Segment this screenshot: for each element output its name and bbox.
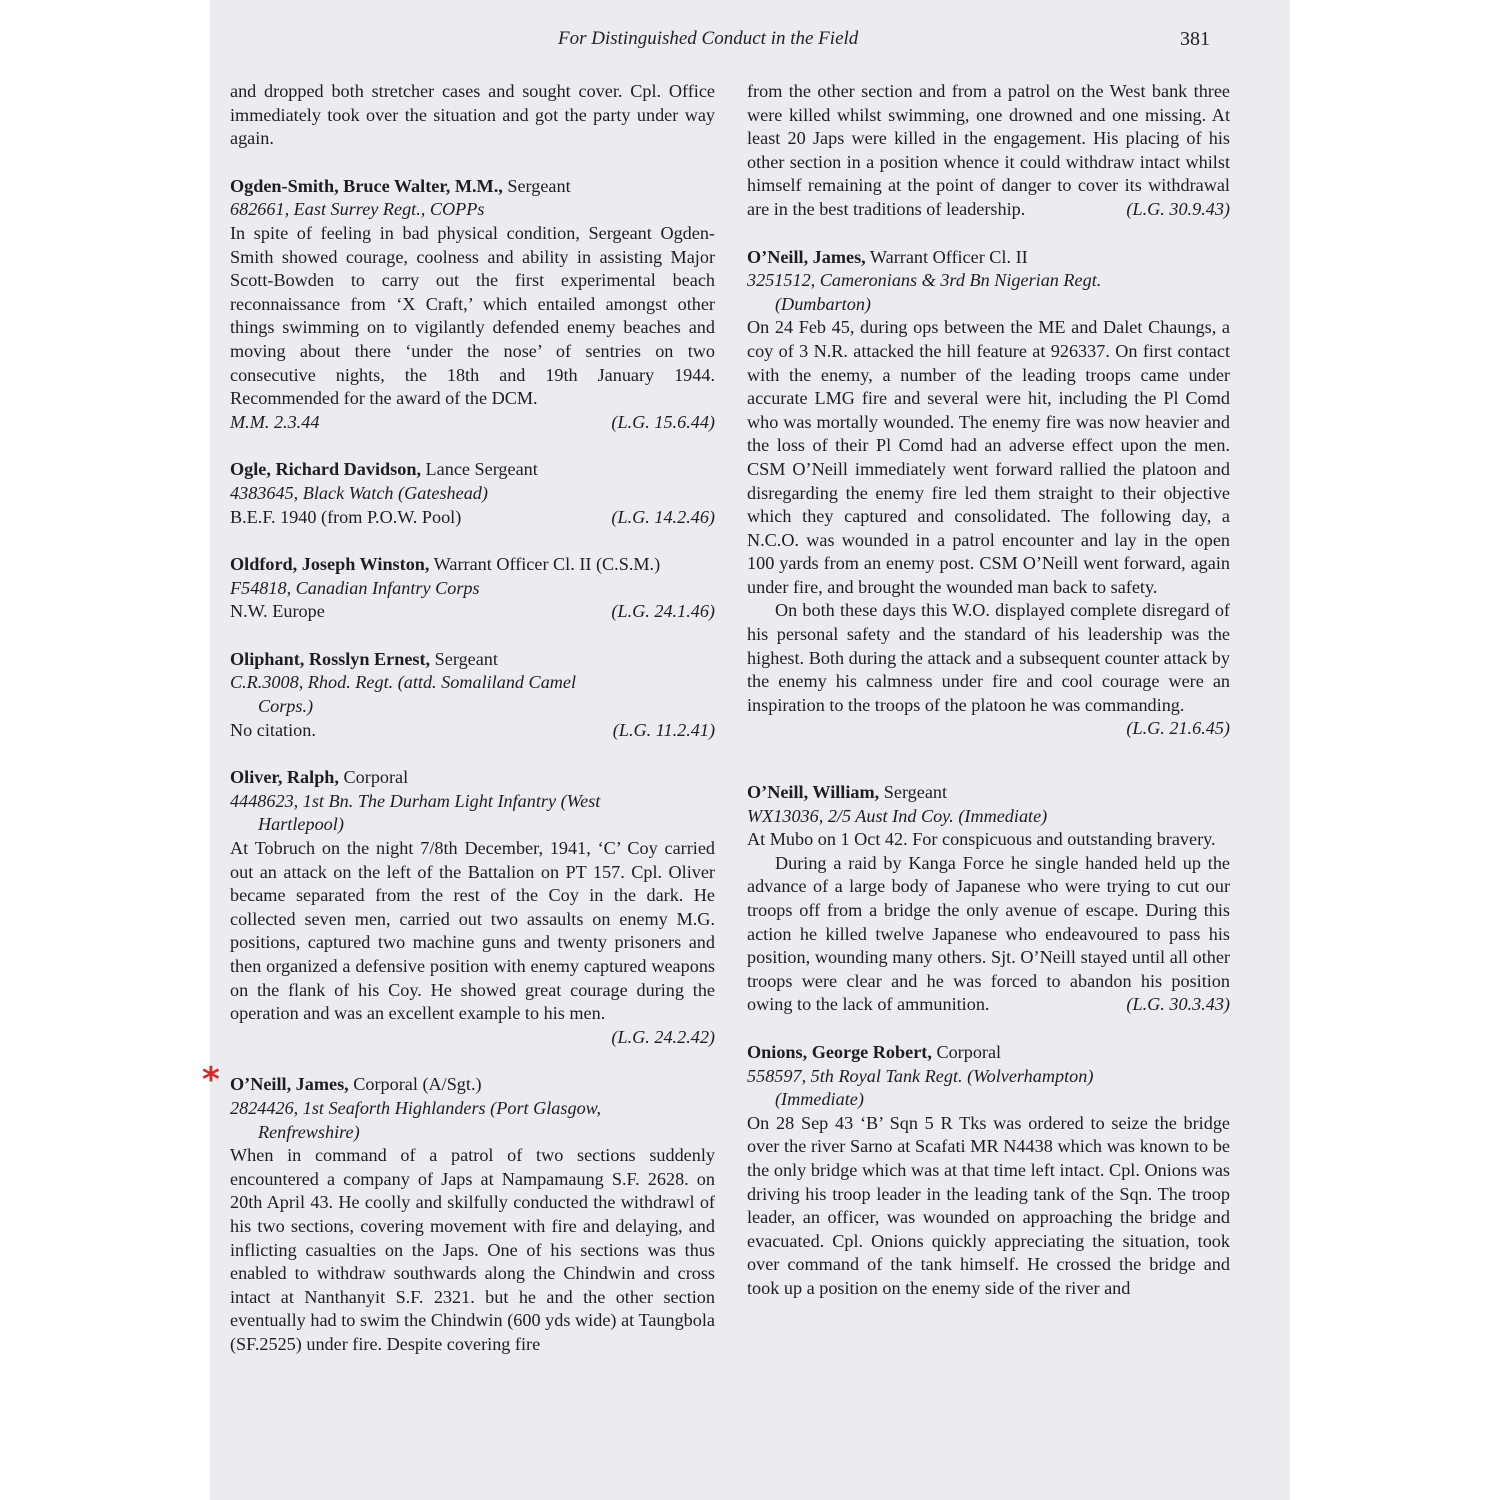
entry-name: O’Neill, William, Sergeant xyxy=(747,782,948,803)
entry-unit: F54818, Canadian Infantry Corps xyxy=(230,577,480,598)
entry-unit: 4383645, Black Watch (Gateshead) xyxy=(230,482,488,503)
entry-citation: At Tobruch on the night 7/8th December, 1941, ‘C’ Coy carried out an attack on the left of the Battalion on PT 157. Cpl. Oliver became separated from the rest of the Coy in the dark. He collected seven men, carried out two assaults on enemy M.G. positions, captured two machine guns and twenty prisoners and then organized a defensive position with enemy captured weapons on the flank of his Coy. He showed great courage during the operation and was an excellent example to his men. xyxy=(230,838,715,1024)
entry-name: Oliver, Ralph, Corporal xyxy=(230,767,409,788)
entry-citation-continued: During a raid by Kanga Force he single handed held up the advance of a large body of Japanese who were trying to cut our troops off from a bridge the only avenue of escape. During this action he killed twelve Japanese who endeavoured to pass his position, wounding many others. Sjt. O’Neill stayed until all other troops were clear and he was forced to abandon his position owing to the lack of ammunition. xyxy=(747,852,1230,1015)
book-page xyxy=(202,0,1290,1500)
gazette-ref: (L.G. 24.2.42) xyxy=(611,1026,715,1047)
entry-oneill-william xyxy=(747,781,1230,1017)
entry-unit-continued: Renfrewshire) xyxy=(258,1121,360,1142)
entry-note: B.E.F. 1940 (from P.O.W. Pool) xyxy=(230,506,462,527)
gazette-ref: (L.G. 11.2.41) xyxy=(612,719,715,740)
entry-note: N.W. Europe xyxy=(230,601,325,622)
entry-name: O’Neill, James, Warrant Officer Cl. II xyxy=(747,246,1028,267)
gazette-ref: (L.G. 30.9.43) xyxy=(1126,198,1230,219)
entry-citation: At Mubo on 1 Oct 42. For conspicuous and outstanding bravery. xyxy=(747,829,1216,850)
entry-unit-continued: Hartlepool) xyxy=(258,814,344,835)
entry-unit: 558597, 5th Royal Tank Regt. (Wolverhampton) xyxy=(747,1065,1094,1086)
entry-name: Ogden-Smith, Bruce Walter, M.M., Sergeant xyxy=(230,175,571,196)
entry-name: Oliphant, Rosslyn Ernest, Sergeant xyxy=(230,648,498,669)
page-number: 381 xyxy=(1180,28,1210,50)
entry-name: O’Neill, James, Corporal (A/Sgt.) xyxy=(230,1074,482,1095)
entry-onions xyxy=(747,1041,1230,1301)
entry-name: Onions, George Robert, Corporal xyxy=(747,1041,1002,1062)
entry-oneill-james-corporal xyxy=(202,1060,715,1356)
entry-oldford xyxy=(230,553,715,624)
gazette-ref: (L.G. 15.6.44) xyxy=(611,411,715,432)
gazette-ref: (L.G. 30.3.43) xyxy=(1126,994,1230,1015)
entry-ogden-smith xyxy=(230,175,715,435)
entry-oliphant xyxy=(230,648,715,742)
entry-note: No citation. xyxy=(230,719,316,740)
entry-unit: 2824426, 1st Seaforth Highlanders (Port Glasgow, xyxy=(230,1097,601,1118)
continuation-text: and dropped both stretcher cases and sought cover. Cpl. Office immediately took over the situation and got the party under way again. xyxy=(230,81,715,149)
entry-footer xyxy=(230,506,715,530)
continuation-text: from the other section and from a patrol on the West bank three were killed whilst swimming, one drowned and one missing. At least 20 Japs were killed in the engagement. His placing of his other section in a position whence it could withdraw intact whilst himself remaining at the point of danger to cover its withdrawal are in the best traditions of leadership. (L.G. 30.9.43) xyxy=(747,80,1230,222)
red-asterisk-mark: * xyxy=(202,1060,220,1101)
entry-citation: On 24 Feb 45, during ops between the ME and Dalet Chaungs, a coy of 3 N.R. attacked the hill feature at 926337. On first contact with the enemy, a number of the leading troops came under accurate LMG fire and several were hit, including the Pl Comd who was mortally wounded. The enemy fire was now heavier and the loss of their Pl Comd had an adverse effect upon the men. CSM O’Neill immediately went forward rallied the platoon and disregarding the enemy fire led them straight to their objective which they captured and consolidated. The following day, a N.C.O. was wounded in a patrol encounter and lay in the open 100 yards from an enemy post. CSM O’Neill went forward, again under fire, and brought the wounded man back to safety. xyxy=(747,317,1230,597)
entry-unit: WX13036, 2/5 Aust Ind Coy. (Immediate) xyxy=(747,805,1048,826)
entry-footer xyxy=(230,600,715,624)
left-column xyxy=(202,80,715,1381)
entry-oneill-james-wo xyxy=(747,246,1230,741)
entry-footer xyxy=(230,719,715,743)
entry-name: Oldford, Joseph Winston, Warrant Officer Cl. II (C.S.M.) xyxy=(230,554,661,575)
entry-unit-continued: (Dumbarton) xyxy=(775,293,871,314)
entry-unit: 3251512, Cameronians & 3rd Bn Nigerian Regt. xyxy=(747,270,1102,291)
running-title: For Distinguished Conduct in the Field xyxy=(558,28,859,49)
entry-citation: In spite of feeling in bad physical condition, Sergeant Ogden-Smith showed courage, coolness and ability in assisting Major Scott-Bowden to carry out the first experimental beach reconnaissance from ‘X Craft,’ which entailed amongst other things swimming on to vigilantly defended enemy beaches and moving about there ‘under the nose’ of sentries on two consecutive nights, the 18th and 19th January 1944. Recommended for the award of the DCM. xyxy=(230,222,715,409)
entry-unit-continued: Corps.) xyxy=(258,696,314,717)
page-header xyxy=(210,28,1290,58)
entry-unit: 682661, East Surrey Regt., COPPs xyxy=(230,199,485,220)
entry-oliver xyxy=(230,766,715,1049)
gazette-ref: (L.G. 24.1.46) xyxy=(611,601,715,622)
entry-award: M.M. 2.3.44 xyxy=(230,411,320,432)
gazette-ref: (L.G. 21.6.45) xyxy=(1126,718,1230,739)
entry-unit: C.R.3008, Rhod. Regt. (attd. Somaliland Camel xyxy=(230,672,577,693)
entry-citation: When in command of a patrol of two sections suddenly encountered a company of Japs at Nampamaung S.F. 2628. on 20th April 43. He coolly and skilfully conducted the withdrawl of his two sections, covering movement with fire and delaying, and inflicting casualties on the Japs. One of his sections was thus enabled to withdraw southwards along the Chindwin and cross intact at Nanthanyit S.F. 2321. but he and the other section eventually had to swim the Chindwin (600 yds wide) at Taungbola (SF.2525) under fire. Despite covering fire xyxy=(230,1145,715,1354)
entry-citation-continued: On both these days this W.O. displayed complete disregard of his personal safety and the standard of his leadership was the highest. Both during the attack and a subsequent counter attack by the enemy his calmness under fire and cool courage were an inspiration to the troops of the platoon he was commanding. xyxy=(747,600,1230,715)
right-column xyxy=(747,80,1230,1325)
gazette-ref: (L.G. 14.2.46) xyxy=(611,506,715,527)
entry-citation: On 28 Sep 43 ‘B’ Sqn 5 R Tks was ordered to seize the bridge over the river Sarno at Scafati MR N4438 which was known to be the only bridge which was at that time left intact. Cpl. Onions was driving his troop leader in the leading tank of the Sqn. The troop leader, an officer, was wounded on approaching the bridge and evacuated. Cpl. Onions quickly appreciating the situation, took over command of the tank himself. He crossed the bridge and took up a position on the enemy side of the river and xyxy=(747,1112,1230,1298)
entry-ogle xyxy=(230,458,715,529)
entry-unit: 4448623, 1st Bn. The Durham Light Infantry (West xyxy=(230,790,601,811)
entry-unit-continued: (Immediate) xyxy=(775,1089,864,1110)
entry-name: Ogle, Richard Davidson, Lance Sergeant xyxy=(230,459,538,480)
entry-footer xyxy=(230,411,715,435)
